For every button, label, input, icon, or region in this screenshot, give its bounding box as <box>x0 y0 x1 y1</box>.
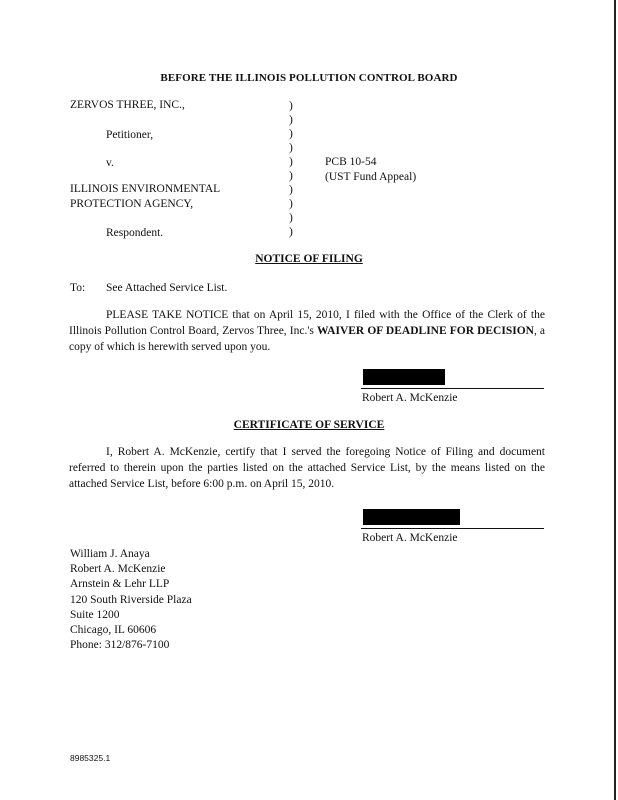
caption-paren: ) <box>289 156 293 168</box>
address-line: William J. Anaya <box>70 548 150 560</box>
address-line: Phone: 312/876-7100 <box>70 639 170 652</box>
certificate-signer-name: Robert A. McKenzie <box>362 532 458 544</box>
notice-paragraph-part2: , a copy of which is herewith served upon you. <box>69 325 546 353</box>
caption-paren: ) <box>289 100 293 112</box>
redacted-signature <box>363 369 445 385</box>
document-title: BEFORE THE ILLINOIS POLLUTION CONTROL BOARD <box>160 72 458 84</box>
certificate-heading: CERTIFICATE OF SERVICE <box>233 419 385 431</box>
address-line: 120 South Riverside Plaza <box>70 593 192 606</box>
caption-paren: ) <box>289 170 293 182</box>
certificate-paragraph <box>69 444 545 492</box>
caption-paren: ) <box>289 184 293 196</box>
notice-paragraph-part1: PLEASE TAKE NOTICE that on April 15, 2010, I filed with the Office of the Clerk of the Illinois Pollution Control Board, Zervos Three, Inc.'s <box>69 309 545 337</box>
caption-paren: ) <box>289 226 293 238</box>
notice-paragraph-bold: WAIVER OF DEADLINE FOR DECISION <box>316 325 534 337</box>
address-line: Suite 1200 <box>70 608 120 621</box>
case-number: PCB 10-54 <box>325 156 377 168</box>
caption-paren: ) <box>289 212 293 224</box>
page-edge-line <box>614 0 616 800</box>
to-value: See Attached Service List. <box>106 282 228 294</box>
respondent-name-line1: ILLINOIS ENVIRONMENTAL <box>70 183 221 195</box>
petitioner-role: Petitioner, <box>106 129 154 141</box>
respondent-role: Respondent. <box>106 227 164 239</box>
certificate-paragraph-text: I, Robert A. McKenzie, certify that I served the foregoing Notice of Filing and document referred to therein upon the parties listed on the attached Service List, by the means listed on the attached Service List, before 6:00 p.m. on April 15, 2010. <box>69 446 545 490</box>
caption-paren: ) <box>289 142 293 154</box>
address-line: Arnstein & Lehr LLP <box>70 578 170 591</box>
petitioner-name: ZERVOS THREE, INC., <box>70 99 185 111</box>
caption-paren: ) <box>289 128 293 140</box>
to-label: To: <box>70 282 86 294</box>
address-line: Robert A. McKenzie <box>70 563 166 576</box>
versus-label: v. <box>106 157 114 169</box>
case-type: (UST Fund Appeal) <box>325 171 417 183</box>
caption-paren: ) <box>289 114 293 126</box>
redacted-signature <box>363 509 460 525</box>
attorney-address-block <box>70 547 192 653</box>
document-id-footer: 8985325.1 <box>70 753 111 763</box>
address-line: Chicago, IL 60606 <box>70 624 157 637</box>
signature-line <box>361 388 544 389</box>
caption-paren: ) <box>289 198 293 210</box>
notice-paragraph <box>69 307 545 355</box>
notice-heading: NOTICE OF FILING <box>255 253 363 265</box>
signature-line <box>361 528 544 529</box>
respondent-name-line2: PROTECTION AGENCY, <box>70 198 194 210</box>
notice-signer-name: Robert A. McKenzie <box>362 392 458 404</box>
